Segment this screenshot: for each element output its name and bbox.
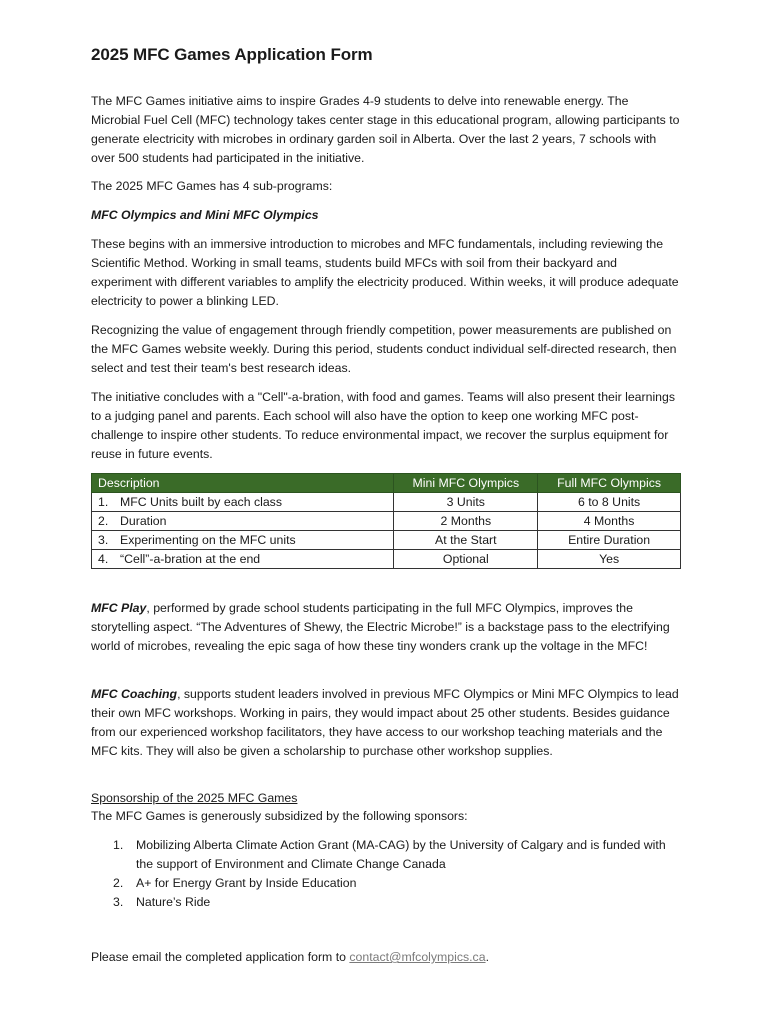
table-cell-mini: 3 Units (394, 493, 538, 512)
sponsorship-heading: Sponsorship of the 2025 MFC Games (91, 791, 298, 805)
list-item (91, 893, 681, 912)
list-item (91, 836, 681, 874)
table-header-mini: Mini MFC Olympics (394, 474, 538, 493)
row-description: Duration (120, 513, 167, 528)
play-paragraph (91, 599, 681, 656)
list-number: 3. (113, 895, 124, 909)
play-text: , performed by grade school students participating in the full MFC Olympics, improves the storytelling aspect. “The Adventures of Shewy, the Electric Microbe!” is a backstage pass to the electrifying world of microbes, revealing the epic saga of how these tiny wonders crank up the voltage in the MFC! (91, 601, 670, 653)
row-description: MFC Units built by each class (120, 494, 282, 509)
table-cell-full: Yes (538, 550, 681, 569)
table-row (92, 493, 681, 512)
row-number: 2. (98, 513, 109, 528)
table-cell-mini: Optional (394, 550, 538, 569)
row-description: “Cell”-a-bration at the end (120, 551, 261, 566)
table-cell-description (92, 512, 394, 531)
page-title: 2025 MFC Games Application Form (91, 45, 373, 64)
row-number: 1. (98, 494, 109, 509)
row-number: 4. (98, 551, 109, 566)
sponsor-list-wrapper (91, 836, 681, 912)
intro-paragraph: The MFC Games initiative aims to inspire Grades 4-9 students to delve into renewable energy. The Microbial Fuel Cell (MFC) technology takes center stage in this educational program, allowing participants to generate electricity with microbes in ordinary garden soil in Alberta. Over the last 2 years, 7 schools with over 500 students had participated in the initiative. (91, 94, 680, 165)
list-text: A+ for Energy Grant by Inside Education (136, 876, 357, 890)
comparison-table (91, 473, 681, 569)
olympics-paragraph-2: Recognizing the value of engagement through friendly competition, power measurements are published on the MFC Games website weekly. During this period, students conduct individual self-directed research, then select and test their team's best research ideas. (91, 323, 677, 375)
table-cell-description (92, 531, 394, 550)
play-label: MFC Play (91, 601, 147, 615)
table-cell-full: Entire Duration (538, 531, 681, 550)
coaching-label: MFC Coaching (91, 687, 178, 701)
coaching-text: , supports student leaders involved in previous MFC Olympics or Mini MFC Olympics to lead their own MFC workshops. Working in pairs, they would impact about 25 other students. Besides guidance from our experienced workshop facilitators, they have access to our workshop teaching materials and the MFC kits. They will also be given a scholarship to purchase other workshop supplies. (91, 687, 679, 758)
table-header-full: Full MFC Olympics (538, 474, 681, 493)
table-cell-description (92, 550, 394, 569)
list-text: Nature’s Ride (136, 895, 211, 909)
sponsorship-intro: The MFC Games is generously subsidized by the following sponsors: (91, 809, 468, 823)
contact-email-link[interactable]: contact@mfcolympics.ca (349, 950, 486, 964)
list-item (91, 874, 681, 893)
table-cell-full: 6 to 8 Units (538, 493, 681, 512)
table-cell-mini: 2 Months (394, 512, 538, 531)
list-text: Mobilizing Alberta Climate Action Grant (MA-CAG) by the University of Calgary and is funded with the support of Environment and Climate Change Canada (136, 838, 666, 871)
comparison-table-wrapper (91, 473, 681, 569)
table-cell-full: 4 Months (538, 512, 681, 531)
list-number: 1. (113, 838, 124, 852)
table-row (92, 512, 681, 531)
coaching-paragraph (91, 685, 681, 761)
table-cell-description (92, 493, 394, 512)
olympics-paragraph-1: These begins with an immersive introduction to microbes and MFC fundamentals, including reviewing the Scientific Method. Working in small teams, students build MFCs with soil from their backyard and experiment with different variables to amplify the electricity produced. Within weeks, it will produce adequate electricity to power a blinking LED. (91, 237, 679, 308)
row-description: Experimenting on the MFC units (120, 532, 296, 547)
sponsor-list (91, 836, 681, 912)
olympics-heading: MFC Olympics and Mini MFC Olympics (91, 208, 319, 222)
list-number: 2. (113, 876, 124, 890)
table-row (92, 531, 681, 550)
subprograms-intro: The 2025 MFC Games has 4 sub-programs: (91, 179, 333, 193)
table-cell-mini: At the Start (394, 531, 538, 550)
footer-text: Please email the completed application form to (91, 950, 350, 964)
footer-paragraph (91, 948, 681, 967)
table-row (92, 550, 681, 569)
row-number: 3. (98, 532, 109, 547)
olympics-paragraph-3: The initiative concludes with a "Cell"-a-bration, with food and games. Teams will also present their learnings to a judging panel and parents. Each school will also have the option to keep one working MFC post-challenge to inspire other students. To reduce environmental impact, we recover the surplus equipment for reuse in future events. (91, 390, 676, 461)
table-header-row (92, 474, 681, 493)
footer-end: . (485, 950, 489, 964)
table-header-description: Description (92, 474, 394, 493)
